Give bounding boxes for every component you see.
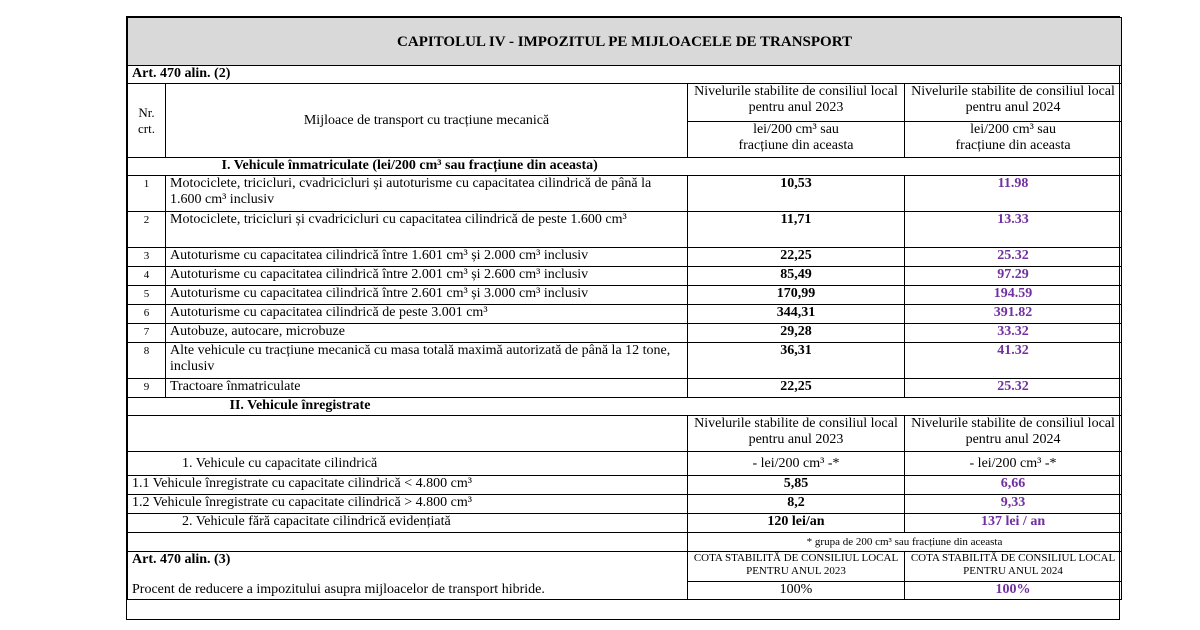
section-1-title: I. Vehicule înmatriculate (lei/200 cm³ sau fracțiune din aceasta) xyxy=(166,158,1122,176)
row-number: 7 xyxy=(128,324,166,343)
row-value-2023: 10,53 xyxy=(688,176,905,212)
table-row xyxy=(128,305,1122,324)
row-description: Motociclete, tricicluri, cvadricicluri și autoturisme cu capacitatea cilindrică de până la 1.600 cm³ inclusiv xyxy=(166,176,688,212)
table-row xyxy=(128,212,1122,248)
unit2-2023: - lei/200 cm³ -* xyxy=(688,452,905,476)
row-description: Autoturisme cu capacitatea cilindrică între 1.601 cm³ și 2.000 cm³ inclusiv xyxy=(166,248,688,267)
row-description: Autobuze, autocare, microbuze xyxy=(166,324,688,343)
table-row xyxy=(128,495,1122,514)
cota-2024: COTA STABILITĂ DE CONSILIUL LOCAL PENTRU ANUL 2024 xyxy=(905,552,1122,582)
row-value-2024: 391.82 xyxy=(905,305,1122,324)
row-value-2024: 194.59 xyxy=(905,286,1122,305)
cota-2023: COTA STABILITĂ DE CONSILIUL LOCAL PENTRU ANUL 2023 xyxy=(688,552,905,582)
unit-2023 xyxy=(688,122,905,158)
row-description: Motociclete, tricicluri și cvadricicluri cu capacitatea cilindrică de peste 1.600 cm³ xyxy=(166,212,688,248)
article-470-3: Art. 470 alin. (3) xyxy=(128,552,688,582)
article-470-2: Art. 470 alin. (2) xyxy=(128,66,1122,84)
row-number: 9 xyxy=(128,379,166,398)
unit-line-1: lei/200 cm³ sau xyxy=(753,122,839,137)
unit-2024 xyxy=(905,122,1122,158)
table-row xyxy=(128,267,1122,286)
table-row xyxy=(128,476,1122,495)
row-value-2024: 25.32 xyxy=(905,379,1122,398)
header2-2024: Nivelurile stabilite de consiliul local pentru anul 2024 xyxy=(905,416,1122,452)
row-description: Autoturisme cu capacitatea cilindrică între 2.001 cm³ și 2.600 cm³ inclusiv xyxy=(166,267,688,286)
header-2023: Nivelurile stabilite de consiliul local pentru anul 2023 xyxy=(688,84,905,122)
tax-document xyxy=(126,16,1120,620)
row-value-2024: 97.29 xyxy=(905,267,1122,286)
row-value-2023: 36,31 xyxy=(688,343,905,379)
table-row xyxy=(128,176,1122,212)
header-nr: Nr. crt. xyxy=(128,84,166,158)
section-2-title: II. Vehicule înregistrate xyxy=(166,398,1122,416)
table-row xyxy=(128,379,1122,398)
table-row xyxy=(128,248,1122,267)
row-value-2023: 8,2 xyxy=(688,495,905,514)
row-number: 3 xyxy=(128,248,166,267)
table-row xyxy=(128,286,1122,305)
row-number: 2 xyxy=(128,212,166,248)
row-value-2023: 29,28 xyxy=(688,324,905,343)
sub-2-2023: 120 lei/an xyxy=(688,514,905,533)
row-value-2023: 5,85 xyxy=(688,476,905,495)
row-value-2023: 22,25 xyxy=(688,248,905,267)
sub-2-label: 2. Vehicule fără capacitate cilindrică evidențiată xyxy=(128,514,688,533)
row-description: 1.2 Vehicule înregistrate cu capacitate cilindrică > 4.800 cm³ xyxy=(128,495,688,514)
header-2024: Nivelurile stabilite de consiliul local pentru anul 2024 xyxy=(905,84,1122,122)
row-number: 4 xyxy=(128,267,166,286)
row-value-2023: 170,99 xyxy=(688,286,905,305)
row-value-2024: 6,66 xyxy=(905,476,1122,495)
tax-table xyxy=(127,17,1122,600)
unit-line-1: lei/200 cm³ sau xyxy=(970,122,1056,137)
row-value-2023: 22,25 xyxy=(688,379,905,398)
sub-1-label: 1. Vehicule cu capacitate cilindrică xyxy=(128,452,688,476)
row-description: Alte vehicule cu tracțiune mecanică cu masa totală maximă autorizată de până la 12 tone, inclusiv xyxy=(166,343,688,379)
hybrid-description: Procent de reducere a impozitului asupra mijloacelor de transport hibride. xyxy=(128,582,688,600)
unit-line-2: fracțiune din aceasta xyxy=(955,138,1071,153)
row-number: 6 xyxy=(128,305,166,324)
percent-2024: 100% xyxy=(905,582,1122,600)
row-value-2023: 11,71 xyxy=(688,212,905,248)
row-description: Autoturisme cu capacitatea cilindrică de peste 3.001 cm³ xyxy=(166,305,688,324)
row-value-2024: 9,33 xyxy=(905,495,1122,514)
row-number: 1 xyxy=(128,176,166,212)
row-number: 8 xyxy=(128,343,166,379)
row-value-2024: 33.32 xyxy=(905,324,1122,343)
row-number: 5 xyxy=(128,286,166,305)
chapter-title: CAPITOLUL IV - IMPOZITUL PE MIJLOACELE DE TRANSPORT xyxy=(128,18,1122,66)
header2-2023: Nivelurile stabilite de consiliul local pentru anul 2023 xyxy=(688,416,905,452)
row-value-2023: 85,49 xyxy=(688,267,905,286)
unit-line-2: fracțiune din aceasta xyxy=(738,138,854,153)
row-description: Tractoare înmatriculate xyxy=(166,379,688,398)
unit2-2024: - lei/200 cm³ -* xyxy=(905,452,1122,476)
percent-2023: 100% xyxy=(688,582,905,600)
row-value-2024: 11.98 xyxy=(905,176,1122,212)
row-value-2023: 344,31 xyxy=(688,305,905,324)
header-description: Mijloace de transport cu tracțiune mecanică xyxy=(166,84,688,158)
table-row xyxy=(128,324,1122,343)
row-description: 1.1 Vehicule înregistrate cu capacitate cilindrică < 4.800 cm³ xyxy=(128,476,688,495)
row-description: Autoturisme cu capacitatea cilindrică între 2.601 cm³ și 3.000 cm³ inclusiv xyxy=(166,286,688,305)
row-value-2024: 13.33 xyxy=(905,212,1122,248)
sub-2-2024: 137 lei / an xyxy=(905,514,1122,533)
row-value-2024: 41.32 xyxy=(905,343,1122,379)
table-row xyxy=(128,343,1122,379)
footnote: * grupa de 200 cm³ sau fracțiune din aceasta xyxy=(688,533,1122,552)
row-value-2024: 25.32 xyxy=(905,248,1122,267)
